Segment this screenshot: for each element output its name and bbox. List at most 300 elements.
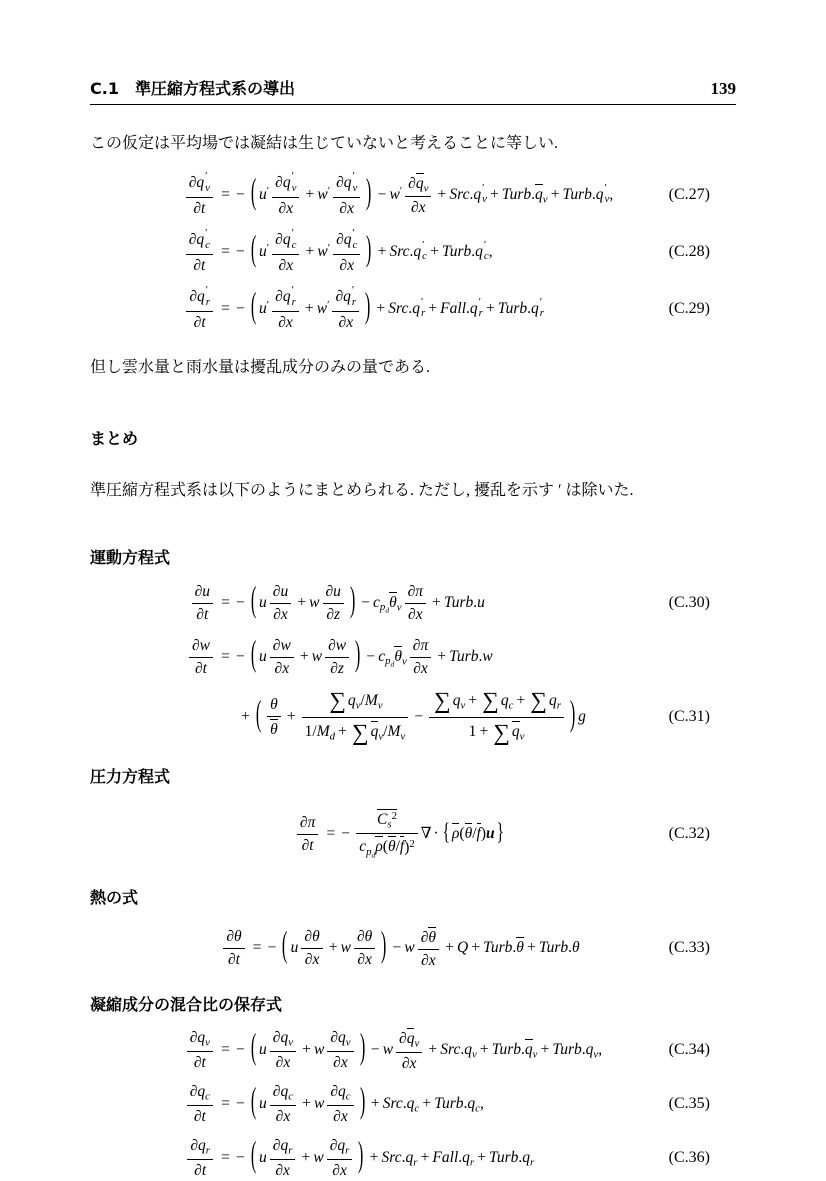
- mrow: [275, 227, 297, 251]
- mrow: [330, 660, 344, 677]
- mi: ∂: [275, 1053, 284, 1071]
- mi: q: [282, 288, 291, 306]
- mrow: [323, 810, 506, 859]
- mi: ∂: [330, 1029, 338, 1047]
- mrow: [250, 926, 580, 969]
- mnum: [186, 286, 213, 311]
- mn: /: [360, 691, 365, 709]
- equation-c32: [90, 803, 736, 865]
- mi: r: [469, 1156, 475, 1169]
- mi: ∂: [330, 659, 338, 677]
- equation-rhs: [218, 1083, 485, 1126]
- mn: .: [527, 299, 531, 317]
- mi: S: [440, 1041, 448, 1059]
- mfrac: [187, 1137, 213, 1180]
- mover: [270, 719, 278, 738]
- mi: q: [197, 1029, 206, 1047]
- mrow: [218, 1028, 603, 1072]
- mo: +: [338, 723, 347, 741]
- mi: u: [280, 582, 289, 600]
- mrow: [194, 1108, 206, 1125]
- mo: −: [392, 939, 402, 957]
- mi: c: [402, 242, 410, 260]
- mrow: [218, 1082, 485, 1125]
- mwrap: [283, 229, 297, 252]
- mrow: [184, 1137, 216, 1180]
- msubsup: [352, 285, 356, 308]
- mi: t: [309, 836, 314, 854]
- mi: ∂: [273, 605, 281, 623]
- equation-group-motion: [90, 580, 736, 746]
- mwrap: [344, 229, 358, 252]
- mrow: [273, 606, 288, 623]
- mi: u: [499, 1041, 508, 1059]
- mi: a: [441, 1149, 450, 1167]
- mfrac: [302, 688, 409, 746]
- mi: ∂: [329, 1137, 338, 1155]
- msum: ∑: [352, 719, 369, 746]
- mnum: [270, 1029, 296, 1051]
- mrow: [327, 688, 383, 714]
- mrow: [333, 1108, 348, 1125]
- mfrac: [405, 173, 431, 218]
- mrow: [218, 1136, 535, 1179]
- mn: .: [568, 939, 573, 957]
- mden: [186, 197, 213, 218]
- mfrac: [327, 1029, 353, 1072]
- mbrace: {: [442, 819, 450, 846]
- mi: q: [413, 242, 422, 260]
- equation-lhs: [162, 229, 216, 275]
- mi: ∂: [196, 605, 204, 623]
- mbig: ): [569, 694, 576, 735]
- mwrap: [365, 692, 383, 712]
- mbig: (: [250, 1136, 257, 1176]
- mi: v: [396, 600, 402, 613]
- mo: +: [430, 242, 439, 260]
- mi: t: [201, 1053, 206, 1071]
- equation-lhs: [162, 637, 216, 678]
- equation-rhs: [250, 927, 580, 970]
- paragraph-assumption: この仮定は平均場では凝結は生じていないと考えることに等しい.: [90, 135, 559, 152]
- s-sub: [352, 297, 356, 308]
- msum: ∑: [434, 688, 451, 714]
- mi: ∂: [272, 1083, 281, 1101]
- mi: ρ: [451, 825, 460, 843]
- mi: x: [285, 313, 293, 331]
- mbig: ): [354, 634, 361, 674]
- mi: v: [401, 654, 407, 667]
- mnum: [270, 1137, 296, 1159]
- mover: [389, 592, 397, 611]
- mi: x: [340, 1107, 348, 1125]
- msup: [392, 810, 397, 822]
- msub: [472, 1048, 477, 1060]
- mwrap: [512, 721, 525, 743]
- mnum: [332, 286, 359, 311]
- mbi: [486, 825, 495, 842]
- mwrap: [453, 692, 466, 712]
- mi: u: [259, 1149, 267, 1167]
- mi: b: [463, 242, 472, 260]
- mi: a: [449, 299, 458, 317]
- equation-lhs: [162, 286, 216, 332]
- s-sub: [482, 194, 487, 205]
- heading-summary: まとめ: [90, 429, 139, 448]
- mi: c: [483, 250, 489, 262]
- mi: ρ: [375, 838, 383, 856]
- msub: [402, 655, 407, 667]
- mrow: ′: [420, 295, 424, 308]
- mrow: ′: [539, 295, 543, 308]
- mi: q: [548, 691, 557, 709]
- mden: [270, 1051, 296, 1072]
- mwrap: [412, 295, 426, 321]
- mi: x: [418, 199, 426, 217]
- mi: r: [554, 939, 561, 957]
- mi: ∂: [420, 929, 429, 947]
- mi: x: [346, 313, 354, 331]
- equation-tag: (C.34): [668, 1041, 710, 1059]
- mrow: [226, 928, 241, 945]
- mn: .: [463, 1095, 468, 1113]
- msum: ∑: [482, 688, 499, 714]
- mi: r: [288, 1144, 293, 1157]
- equation-rhs: [218, 229, 493, 275]
- heading-mixing-ratio-conservation: 凝縮成分の混合比の保存式: [90, 995, 283, 1015]
- mi: T: [443, 593, 452, 611]
- mwrap: [283, 172, 297, 195]
- mden: [187, 1159, 213, 1180]
- equation-rhs: [218, 688, 586, 746]
- mfrac: [272, 229, 299, 275]
- mo: +: [286, 707, 296, 725]
- mfrac: [410, 637, 431, 678]
- mo: +: [479, 1041, 489, 1059]
- mi: ∂: [272, 636, 281, 654]
- equation-rhs: [218, 1137, 534, 1180]
- mi: x: [282, 659, 290, 677]
- mo: +: [479, 723, 489, 741]
- mover: [512, 721, 520, 740]
- equation-c36: [90, 1135, 736, 1181]
- equation-tag: (C.29): [668, 300, 710, 317]
- mnum: [272, 286, 299, 311]
- mnum: [189, 637, 213, 657]
- mi: b: [519, 299, 528, 317]
- mrow: [189, 1083, 210, 1103]
- mrow: [339, 314, 354, 331]
- msub: [346, 1090, 351, 1102]
- mi: T: [434, 1095, 442, 1113]
- mi: c: [508, 699, 514, 711]
- equation-lhs: [162, 1029, 216, 1072]
- equation-lhs: [162, 583, 216, 624]
- mi: p: [379, 600, 386, 613]
- mi: b: [465, 593, 474, 611]
- mi: ∂: [339, 256, 348, 274]
- msub: [414, 1102, 419, 1114]
- mi: c: [378, 647, 386, 665]
- mi: v: [291, 181, 297, 194]
- mrow: [194, 314, 206, 331]
- msub: [288, 1036, 293, 1048]
- mrm: ∇: [420, 825, 432, 843]
- mrow: [273, 583, 288, 600]
- msub: [509, 699, 514, 711]
- mi: s: [387, 818, 392, 831]
- mwrap: [371, 721, 384, 743]
- mrow: [416, 175, 424, 192]
- mrow: [380, 601, 389, 613]
- mi: F: [432, 1149, 442, 1167]
- mi: v: [519, 730, 525, 743]
- mi: ∂: [411, 199, 419, 217]
- msub: [385, 655, 394, 667]
- mi: q: [467, 1095, 476, 1113]
- mwrap: [416, 173, 429, 195]
- mi: r: [517, 185, 524, 203]
- mi: x: [283, 1107, 291, 1125]
- mn: /: [312, 723, 317, 741]
- mn: 1: [304, 723, 313, 741]
- msup: [267, 185, 269, 197]
- mwrap: [377, 811, 392, 831]
- mwrap: [387, 723, 405, 743]
- s-sub: [479, 308, 483, 319]
- equation-lhs: [162, 1137, 216, 1180]
- mnum: [327, 1029, 353, 1051]
- mo: −: [377, 185, 387, 203]
- mwrap: [475, 238, 489, 264]
- mi: q: [343, 231, 352, 249]
- mi: q: [343, 288, 351, 306]
- mrow: [377, 811, 392, 831]
- mnum: [302, 688, 409, 717]
- mden: [405, 603, 426, 624]
- mfrac: [418, 927, 439, 970]
- mwrap: [259, 242, 269, 261]
- mi: r: [457, 185, 463, 203]
- s-sub: [292, 183, 297, 194]
- mi: ∂: [193, 1107, 202, 1125]
- mwrap: [283, 286, 296, 309]
- mn: .: [591, 185, 596, 203]
- mi: d: [385, 605, 390, 615]
- mi: ∂: [272, 1029, 281, 1047]
- mi: t: [201, 1161, 207, 1179]
- mi: u: [509, 185, 518, 203]
- msubsup: [484, 240, 489, 263]
- mo: +: [305, 242, 315, 260]
- mo: −: [370, 1041, 380, 1059]
- mo: +: [377, 242, 387, 260]
- mwrap: [197, 1029, 210, 1049]
- mo: −: [341, 825, 351, 843]
- mi: u: [477, 593, 485, 611]
- mi: q: [198, 1137, 206, 1155]
- mrow: [275, 284, 296, 308]
- mn: .: [581, 1041, 586, 1059]
- mnum: [333, 172, 360, 197]
- mi: v: [471, 1048, 477, 1061]
- equation-lhs: [294, 814, 321, 855]
- mi: S: [381, 1149, 390, 1167]
- mi: ∂: [408, 605, 416, 623]
- mi: q: [585, 1041, 594, 1059]
- mrow: [273, 637, 291, 654]
- mi: x: [347, 199, 354, 217]
- mi: t: [201, 199, 206, 217]
- mrow: ′: [478, 295, 481, 308]
- msup: [400, 185, 402, 197]
- mi: r: [529, 1156, 535, 1169]
- mi: w: [313, 1095, 325, 1113]
- mi: u: [546, 939, 555, 957]
- mi: t: [201, 256, 206, 274]
- mi: ∂: [191, 636, 200, 654]
- mi: r: [556, 699, 561, 711]
- equation-tag: (C.35): [668, 1095, 710, 1113]
- mo: +: [241, 707, 250, 725]
- mo: +: [304, 299, 314, 317]
- mi: ∂: [193, 1053, 202, 1071]
- mn: (: [459, 825, 465, 843]
- mi: ∂: [304, 950, 313, 968]
- mo: −: [236, 185, 245, 203]
- mn: .: [478, 647, 483, 665]
- mnum: [270, 637, 294, 657]
- mo: +: [428, 299, 438, 317]
- mfrac: [187, 1083, 213, 1126]
- mi: x: [347, 256, 354, 274]
- mfrac: [186, 286, 213, 332]
- mi: θ: [389, 593, 397, 611]
- mi: ∂: [189, 288, 198, 306]
- mbig: ): [381, 926, 387, 966]
- mi: c: [373, 593, 380, 611]
- mnum: [418, 927, 439, 949]
- mrow: [332, 1162, 347, 1179]
- mwrap: [348, 692, 361, 712]
- equation-tag: (C.31): [668, 708, 710, 726]
- mi: w: [280, 636, 291, 654]
- mrow: [411, 199, 426, 216]
- mfrac: [270, 1029, 296, 1072]
- mi: r: [513, 299, 520, 317]
- mrow: [184, 1029, 216, 1072]
- mwrap: [389, 592, 401, 613]
- mrow: [278, 314, 293, 331]
- mn: .: [408, 299, 413, 317]
- mnum: [186, 172, 213, 197]
- mover: [388, 836, 396, 855]
- mi: ∂: [413, 659, 421, 677]
- mfrac: [396, 1028, 422, 1073]
- heading-motion-equations: 運動方程式: [90, 548, 171, 567]
- mi: ∂: [275, 174, 283, 192]
- equation-lhs: [162, 1083, 216, 1126]
- mi: q: [406, 1030, 415, 1048]
- mwrap: [535, 184, 548, 205]
- mi: ∂: [278, 256, 287, 274]
- mi: q: [500, 691, 509, 709]
- mwrap: [467, 1095, 480, 1114]
- mo: +: [301, 1149, 311, 1167]
- mden: [186, 311, 213, 332]
- msub: [345, 1144, 349, 1156]
- mo: −: [366, 647, 376, 665]
- mi: q: [530, 299, 539, 317]
- mi: θ: [312, 928, 320, 946]
- mrow: [402, 1055, 417, 1072]
- mden: [396, 1052, 422, 1073]
- mi: ∂: [278, 199, 287, 217]
- mrow: [525, 1041, 533, 1058]
- mrow: [330, 1029, 351, 1049]
- mnum: [323, 583, 344, 603]
- mrow: ′: [483, 238, 487, 251]
- equation-rhs: [218, 172, 614, 218]
- msub: [533, 1048, 538, 1060]
- mi: q: [347, 691, 356, 709]
- mo: =: [221, 1041, 230, 1059]
- s-sub: [292, 297, 296, 308]
- mden: [418, 949, 439, 970]
- msup: [267, 242, 269, 254]
- mfrac: [272, 286, 299, 332]
- mnum: [327, 1083, 353, 1105]
- mi: ∂: [272, 1137, 281, 1155]
- mi: r: [459, 593, 466, 611]
- mi: d: [390, 659, 395, 669]
- mbig: (: [250, 1028, 257, 1068]
- mnum: [405, 583, 426, 603]
- mrow: ′: [266, 241, 270, 254]
- mi: q: [473, 185, 482, 203]
- mnum: [301, 928, 322, 948]
- mrow: [189, 1029, 210, 1049]
- mwrap: [404, 838, 415, 857]
- page-number: 139: [710, 79, 736, 98]
- mwrap: [197, 1083, 210, 1103]
- mrow: ′: [327, 241, 331, 254]
- mrow: [408, 175, 428, 192]
- mrow: [272, 1029, 294, 1049]
- mrow: [339, 200, 354, 217]
- mi: u: [449, 242, 458, 260]
- mrow: [432, 688, 561, 714]
- mi: b: [560, 939, 569, 957]
- mo: +: [432, 593, 441, 611]
- mi: p: [385, 654, 391, 667]
- mwrap: [280, 1029, 293, 1049]
- mi: ∂: [189, 1083, 198, 1101]
- mrow: [335, 284, 357, 308]
- mrow: ′: [327, 298, 330, 311]
- msub: [520, 731, 525, 743]
- mo: =: [326, 825, 336, 843]
- mn: .: [402, 1095, 407, 1113]
- mi: c: [359, 838, 367, 856]
- mi: q: [511, 723, 520, 741]
- mbig: (: [250, 172, 257, 212]
- mi: f: [399, 838, 405, 856]
- mwrap: [196, 229, 210, 252]
- mrow: [421, 952, 436, 969]
- mo: +: [305, 185, 315, 203]
- mi: v: [377, 699, 383, 711]
